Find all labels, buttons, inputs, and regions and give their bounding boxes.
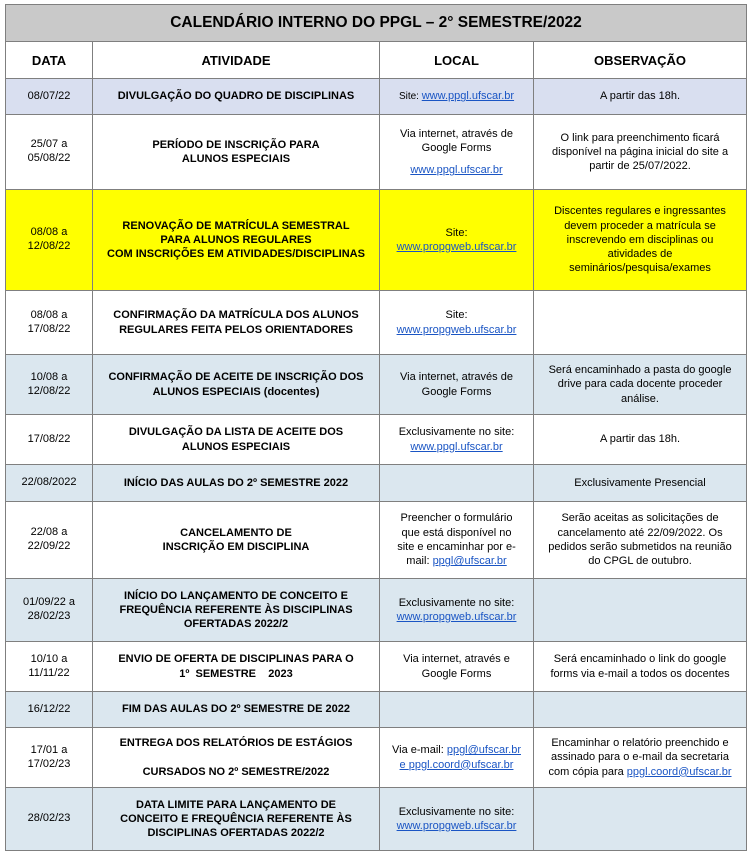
location-line: Site: (445, 226, 468, 239)
row-activity (93, 115, 380, 190)
location-line: Google Forms (421, 385, 492, 398)
table-row (6, 728, 747, 788)
location-line: Google Forms (421, 667, 492, 680)
email-link[interactable]: ppgl@ufscar.br (446, 744, 521, 757)
row-observation (534, 728, 747, 788)
activity-line: ALUNOS ESPECIAIS (docentes) (152, 385, 320, 398)
observation-line: devem proceder a matrícula se (564, 219, 716, 232)
date-line: 17/01 a (30, 743, 68, 756)
activity-line: DIVULGAÇÃO DA LISTA DE ACEITE DOS (128, 426, 344, 439)
site-link[interactable]: www.propgweb.ufscar.br (396, 323, 517, 336)
row-observation (534, 115, 747, 190)
row-date (6, 502, 93, 579)
row-location (380, 115, 534, 190)
activity-line: CONCEITO E FREQUÊNCIA REFERENTE ÀS (120, 812, 352, 825)
row-activity (93, 642, 380, 692)
activity-line: PARA ALUNOS REGULARES (160, 233, 312, 246)
table-row (6, 579, 747, 642)
location-line: Exclusivamente no site: (398, 426, 515, 439)
date-line: 10/08 a (30, 370, 68, 383)
row-activity (93, 502, 380, 579)
activity-line: ENVIO DE OFERTA DE DISCIPLINAS PARA O (118, 653, 354, 666)
observation-line: pedidos serão submetidos na reunião (548, 541, 732, 553)
observation-line: Serão aceitas as solicitações de (561, 512, 719, 525)
site-link[interactable]: www.ppgl.ufscar.br (421, 90, 515, 103)
row-observation: Exclusivamente Presencial (534, 465, 747, 502)
row-date: 08/07/22 (6, 79, 93, 115)
activity-line: PERÍODO DE INSCRIÇÃO PARA (152, 138, 320, 151)
observation-line: inscrevendo em disciplinas ou (566, 233, 714, 246)
row-activity: DIVULGAÇÃO DO QUADRO DE DISCIPLINAS (93, 79, 380, 115)
row-observation (534, 502, 747, 579)
location-prefix: Site: (398, 91, 422, 103)
row-date (6, 190, 93, 291)
date-line: 12/08/22 (27, 384, 71, 397)
observation-line: do CPGL de outubro. (588, 555, 692, 568)
activity-line: 1º SEMESTRE 2023 (179, 667, 293, 680)
row-date (6, 115, 93, 190)
date-line: 08/08 a (30, 308, 68, 321)
date-line: 28/02/23 (27, 610, 71, 622)
email-link[interactable]: ppgl.coord@ufscar.br (408, 758, 514, 771)
row-location (380, 579, 534, 642)
observation-line: O link para preenchimento ficará (560, 131, 720, 144)
column-header-atividade: ATIVIDADE (93, 42, 380, 79)
row-date (6, 291, 93, 355)
row-observation: A partir das 18h. (534, 415, 747, 465)
email-link[interactable]: ppgl.coord@ufscar.br (626, 765, 732, 778)
observation-line: seminários/pesquisa/exames (569, 262, 711, 275)
observation-line: disponível na página inicial do site a (551, 145, 729, 158)
date-line: 01/09/22 a (23, 596, 75, 609)
activity-line: CURSADOS NO 2º SEMESTRE/2022 (142, 765, 330, 778)
date-line: 11/11/22 (28, 666, 70, 679)
table-title: CALENDÁRIO INTERNO DO PPGL – 2° SEMESTRE/2022 (6, 5, 747, 42)
observation-line: partir de 25/07/2022. (589, 160, 691, 173)
activity-line: OFERTADAS 2022/2 (183, 618, 289, 631)
row-date (6, 579, 93, 642)
table-row (6, 415, 747, 465)
activity-line: DISCIPLINAS OFERTADAS 2022/2 (147, 827, 325, 840)
row-location (380, 355, 534, 415)
row-location (380, 692, 534, 728)
activity-line: INSCRIÇÃO EM DISCIPLINA (162, 541, 310, 553)
row-activity: INÍCIO DAS AULAS DO 2º SEMESTRE 2022 (93, 465, 380, 502)
site-link[interactable]: www.propgweb.ufscar.br (396, 820, 517, 832)
activity-line: CONFIRMAÇÃO DA MATRÍCULA DOS ALUNOS (113, 309, 359, 322)
row-date (6, 642, 93, 692)
observation-line: Será encaminhado o link do google (553, 653, 727, 666)
row-activity (93, 415, 380, 465)
row-observation (534, 692, 747, 728)
row-date (6, 728, 93, 788)
table-row (6, 355, 747, 415)
date-line: 17/08/22 (27, 322, 71, 335)
activity-line: RENOVAÇÃO DE MATRÍCULA SEMESTRAL (122, 219, 350, 232)
row-location (380, 788, 534, 851)
row-observation (534, 788, 747, 851)
location-line: Exclusivamente no site: (398, 805, 515, 818)
row-date: 28/02/23 (6, 788, 93, 851)
column-header-data: DATA (6, 42, 93, 79)
date-line: 08/08 a (30, 226, 68, 239)
row-location (380, 291, 534, 355)
activity-line: CONFIRMAÇÃO DE ACEITE DE INSCRIÇÃO DOS (108, 371, 364, 384)
row-activity (93, 190, 380, 291)
observation-line: atividades de (607, 248, 673, 261)
site-link[interactable]: www.ppgl.ufscar.br (410, 164, 503, 177)
activity-line: ALUNOS ESPECIAIS (181, 153, 291, 165)
row-activity (93, 728, 380, 788)
row-location (380, 79, 534, 115)
row-observation (534, 355, 747, 415)
row-observation (534, 642, 747, 692)
observation-line: cancelamento até 22/09/2022. Os (557, 526, 723, 539)
row-date: 22/08/2022 (6, 465, 93, 502)
observation-line: análise. (621, 392, 659, 405)
location-line: Via internet, através e (403, 653, 510, 666)
date-line: 25/07 a (30, 138, 68, 151)
activity-line: REGULARES FEITA PELOS ORIENTADORES (119, 323, 353, 336)
row-date: 16/12/22 (6, 692, 93, 728)
row-location (380, 728, 534, 788)
observation-line: com cópia para (548, 765, 627, 778)
location-line: site e encaminhar por e- (397, 541, 516, 553)
row-location (380, 415, 534, 465)
observation-line: assinado para o e-mail da secretaria (551, 751, 729, 764)
date-line: 17/02/23 (27, 757, 71, 770)
table-row (6, 190, 747, 291)
activity-line: DATA LIMITE PARA LANÇAMENTO DE (135, 798, 337, 811)
location-prefix: Via e-mail: (392, 744, 447, 757)
location-line: Exclusivamente no site: (398, 596, 515, 609)
table-row (6, 692, 747, 728)
row-location (380, 502, 534, 579)
date-line: 05/08/22 (27, 152, 71, 164)
date-line: 10/10 a (30, 652, 68, 665)
row-location (380, 465, 534, 502)
location-line: mail: (406, 555, 433, 568)
row-activity (93, 355, 380, 415)
table-row (6, 115, 747, 190)
activity-line: COM INSCRIÇÕES EM ATIVIDADES/DISCIPLINAS (107, 248, 365, 261)
observation-line: Discentes regulares e ingressantes (554, 205, 726, 218)
email-link[interactable]: ppgl@ufscar.br (432, 555, 507, 568)
activity-line: ALUNOS ESPECIAIS (181, 440, 291, 453)
location-line: Via internet, através de (400, 127, 513, 140)
row-location (380, 642, 534, 692)
observation-line: Será encaminhado a pasta do google (548, 364, 732, 377)
row-observation (534, 579, 747, 642)
table-row (6, 502, 747, 579)
row-location (380, 190, 534, 291)
table-row (6, 79, 747, 115)
location-line: Google Forms (421, 141, 492, 154)
activity-line: CANCELAMENTO DE (180, 526, 292, 539)
row-activity: FIM DAS AULAS DO 2º SEMESTRE DE 2022 (93, 692, 380, 728)
date-line: 22/09/22 (27, 540, 71, 552)
date-line: 22/08 a (30, 526, 68, 539)
location-line: que está disponível no (401, 526, 512, 539)
observation-line: forms via e-mail a todos os docentes (550, 667, 730, 680)
row-observation: A partir das 18h. (534, 79, 747, 115)
observation-line: Encaminhar o relatório preenchido e (551, 737, 729, 750)
location-line: Preencher o formulário (400, 512, 513, 525)
row-observation (534, 291, 747, 355)
row-activity (93, 788, 380, 851)
row-observation (534, 190, 747, 291)
table-row (6, 291, 747, 355)
location-line: Site: (445, 309, 468, 322)
location-line: Via internet, através de (400, 371, 513, 384)
row-date: 17/08/22 (6, 415, 93, 465)
activity-line: FREQUÊNCIA REFERENTE ÀS DISCIPLINAS (119, 603, 353, 616)
activity-line: INÍCIO DO LANÇAMENTO DE CONCEITO E (124, 589, 348, 602)
row-date (6, 355, 93, 415)
date-line: 12/08/22 (27, 240, 71, 252)
table-row (6, 642, 747, 692)
location-prefix: e (399, 758, 409, 771)
row-activity (93, 291, 380, 355)
activity-line: ENTREGA DOS RELATÓRIOS DE ESTÁGIOS (119, 737, 353, 750)
site-link[interactable]: www.ppgl.ufscar.br (410, 440, 503, 453)
table-row (6, 465, 747, 502)
observation-line: drive para cada docente proceder (557, 378, 723, 391)
site-link[interactable]: www.propgweb.ufscar.br (396, 241, 517, 253)
table-row (6, 788, 747, 851)
row-activity (93, 579, 380, 642)
column-header-observacao: OBSERVAÇÃO (534, 42, 747, 79)
site-link[interactable]: www.propgweb.ufscar.br (396, 611, 517, 623)
calendar-table (5, 4, 747, 851)
column-header-local: LOCAL (380, 42, 534, 79)
